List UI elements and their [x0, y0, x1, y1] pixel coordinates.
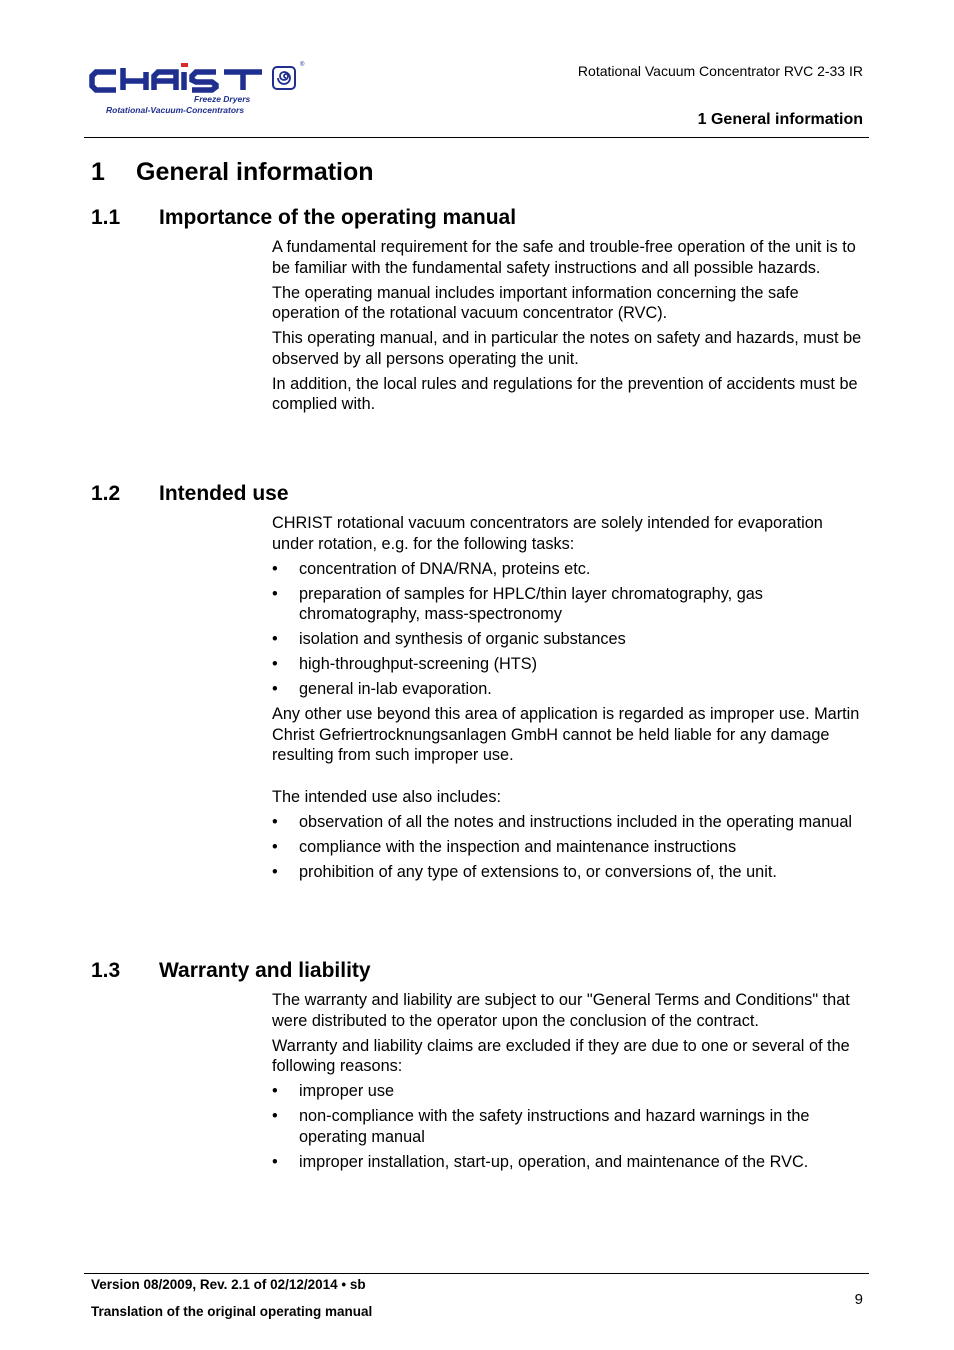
bullet: •	[272, 584, 278, 603]
christ-wordmark	[88, 62, 268, 98]
section-body-1-2	[272, 513, 868, 887]
bullet: •	[272, 655, 278, 673]
bullet: •	[272, 1152, 278, 1171]
logo-tagline-rvc: Rotational-Vacuum-Concentrators	[106, 105, 245, 115]
paragraph: The operating manual includes important information concerning the safe operation of the rotational vacuum concentrator (RVC).	[272, 283, 799, 322]
list-item: • concentration of DNA/RNA, proteins etc.	[272, 559, 591, 578]
bullet: •	[272, 812, 278, 831]
list-item: • preparation of samples for HPLC/thin layer chromatography, gas chromatography, mass-spectronomy	[272, 584, 763, 623]
bullet: •	[272, 837, 278, 856]
list-item: • high-throughput-screening (HTS)	[272, 655, 538, 673]
christ-logo	[88, 60, 318, 120]
footer-translation: Translation of the original operating manual	[91, 1304, 373, 1319]
paragraph: The warranty and liability are subject to our "General Terms and Conditions" that were distributed to the operator upon the conclusion of the contract.	[272, 991, 850, 1030]
registered-mark: ®	[300, 62, 305, 68]
footer-version: Version 08/2009, Rev. 2.1 of 02/12/2014 • sb	[91, 1277, 366, 1292]
header-chapter: 1 General information	[697, 111, 863, 128]
section-title: Intended use	[159, 482, 289, 505]
paragraph: CHRIST rotational vacuum concentrators are solely intended for evaporation under rotation, e.g. for the following tasks:	[272, 514, 823, 553]
section-heading-1-2	[91, 482, 289, 506]
chapter-number: 1	[91, 158, 105, 186]
chapter-heading	[91, 158, 374, 187]
section-body-1-1	[272, 237, 868, 419]
list-item: • improper use	[272, 1082, 395, 1100]
section-heading-1-1	[91, 206, 516, 230]
paragraph: The intended use also includes:	[272, 787, 501, 806]
list-item: • isolation and synthesis of organic substances	[272, 630, 626, 648]
section-number: 1.1	[91, 206, 121, 229]
header-rule	[84, 137, 869, 138]
list-item: • prohibition of any type of extensions to, or conversions of, the unit.	[272, 862, 777, 881]
bullet: •	[272, 1082, 278, 1100]
list-item: • general in-lab evaporation.	[272, 680, 492, 698]
logo-tagline-freeze-dryers: Freeze Dryers	[194, 94, 251, 104]
chapter-title: General information	[136, 158, 374, 186]
paragraph: In addition, the local rules and regulations for the prevention of accidents must be complied with.	[272, 374, 858, 413]
section-heading-1-3	[91, 959, 371, 983]
list-item: • improper installation, start-up, operation, and maintenance of the RVC.	[272, 1152, 809, 1171]
section-number: 1.2	[91, 482, 121, 505]
spiral-icon	[272, 66, 296, 90]
bullet: •	[272, 630, 278, 648]
footer-rule	[84, 1273, 869, 1274]
section-title: Warranty and liability	[159, 959, 371, 982]
header-product: Rotational Vacuum Concentrator RVC 2-33 IR	[577, 63, 863, 79]
list-item: • observation of all the notes and instructions included in the operating manual	[272, 812, 853, 831]
paragraph: This operating manual, and in particular the notes on safety and hazards, must be observed by all persons operating the unit.	[272, 329, 862, 368]
reasons-list	[272, 1081, 868, 1172]
tasks-list	[272, 559, 868, 700]
list-item: • non-compliance with the safety instructions and hazard warnings in the operating manual	[272, 1107, 810, 1146]
section-number: 1.3	[91, 959, 121, 982]
bullet: •	[272, 862, 278, 881]
includes-list	[272, 812, 868, 883]
paragraph: A fundamental requirement for the safe and trouble-free operation of the unit is to be familiar with the fundamental safety instructions and all possible hazards.	[272, 238, 856, 277]
section-title: Importance of the operating manual	[159, 206, 517, 229]
paragraph: Warranty and liability claims are excluded if they are due to one or several of the following reasons:	[272, 1036, 850, 1075]
bullet: •	[272, 680, 278, 698]
section-body-1-3	[272, 990, 868, 1177]
paragraph: Any other use beyond this area of application is regarded as improper use. Martin Christ Gefriertrocknungsanlagen GmbH cannot be held liable for any damage resulting from such improper use.	[272, 705, 860, 764]
bullet: •	[272, 1107, 278, 1125]
list-item: • compliance with the inspection and maintenance instructions	[272, 837, 737, 856]
page-number: 9	[854, 1291, 863, 1308]
bullet: •	[272, 559, 278, 578]
